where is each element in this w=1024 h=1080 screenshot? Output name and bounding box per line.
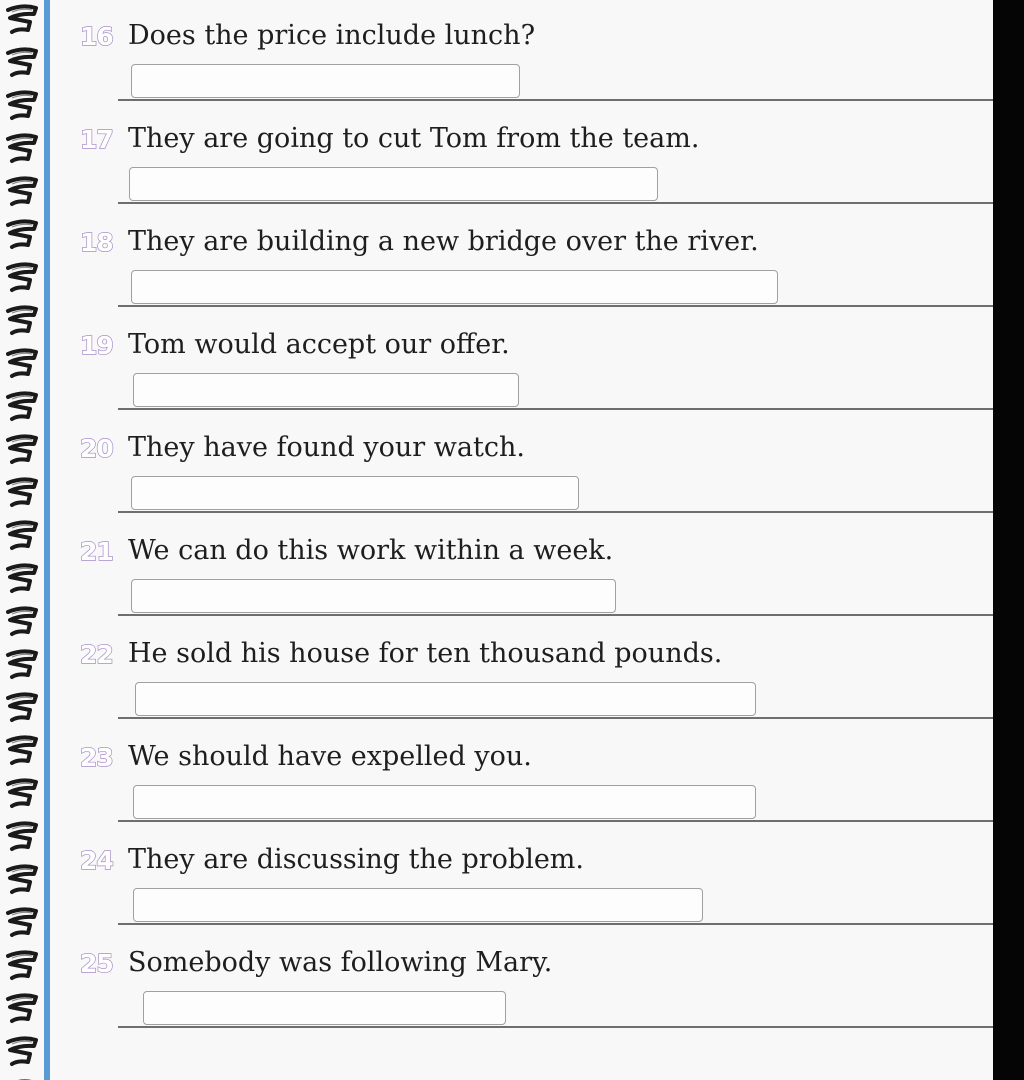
item-number: 20: [80, 434, 113, 463]
exercise-item-24: [0, 824, 993, 927]
writing-line: [118, 202, 993, 204]
item-number: 25: [80, 949, 113, 978]
exercise-item-23: [0, 721, 993, 824]
item-sentence: Does the price include lunch?: [128, 20, 536, 51]
item-number: 16: [80, 22, 113, 51]
item-number: 21: [80, 537, 113, 566]
answer-box[interactable]: [135, 682, 756, 716]
page-edge-shadow: [993, 0, 1024, 1080]
exercise-item-18: [0, 206, 993, 309]
answer-box[interactable]: [129, 167, 658, 201]
answer-box[interactable]: [131, 64, 520, 98]
item-sentence: Tom would accept our offer.: [128, 329, 510, 360]
answer-box[interactable]: [133, 373, 519, 407]
writing-line: [118, 923, 993, 925]
exercise-item-19: [0, 309, 993, 412]
answer-box[interactable]: [143, 991, 506, 1025]
answer-box[interactable]: [131, 270, 778, 304]
exercise-item-21: [0, 515, 993, 618]
answer-box[interactable]: [131, 476, 579, 510]
exercise-item-25: [0, 927, 993, 1030]
exercise-item-22: [0, 618, 993, 721]
item-sentence: We can do this work within a week.: [128, 535, 614, 566]
writing-line: [118, 1026, 993, 1028]
item-sentence: Somebody was following Mary.: [128, 947, 553, 978]
item-sentence: They are building a new bridge over the river.: [128, 226, 759, 257]
answer-box[interactable]: [133, 888, 703, 922]
exercise-item-20: [0, 412, 993, 515]
item-sentence: He sold his house for ten thousand pounds.: [128, 638, 723, 669]
writing-line: [118, 820, 993, 822]
writing-line: [118, 99, 993, 101]
item-number: 23: [80, 743, 113, 772]
item-number: 17: [80, 125, 113, 154]
answer-box[interactable]: [133, 785, 756, 819]
exercise-item-16: [0, 0, 993, 103]
item-sentence: They have found your watch.: [128, 432, 525, 463]
answer-box[interactable]: [131, 579, 616, 613]
item-sentence: They are going to cut Tom from the team.: [128, 123, 700, 154]
item-sentence: We should have expelled you.: [128, 741, 532, 772]
item-number: 19: [80, 331, 113, 360]
exercise-item-17: [0, 103, 993, 206]
writing-line: [118, 614, 993, 616]
writing-line: [118, 305, 993, 307]
item-number: 24: [80, 846, 113, 875]
spiral-ring-icon: [8, 1038, 36, 1064]
writing-line: [118, 717, 993, 719]
item-number: 22: [80, 640, 113, 669]
item-number: 18: [80, 228, 113, 257]
writing-line: [118, 511, 993, 513]
writing-line: [118, 408, 993, 410]
item-sentence: They are discussing the problem.: [128, 844, 584, 875]
